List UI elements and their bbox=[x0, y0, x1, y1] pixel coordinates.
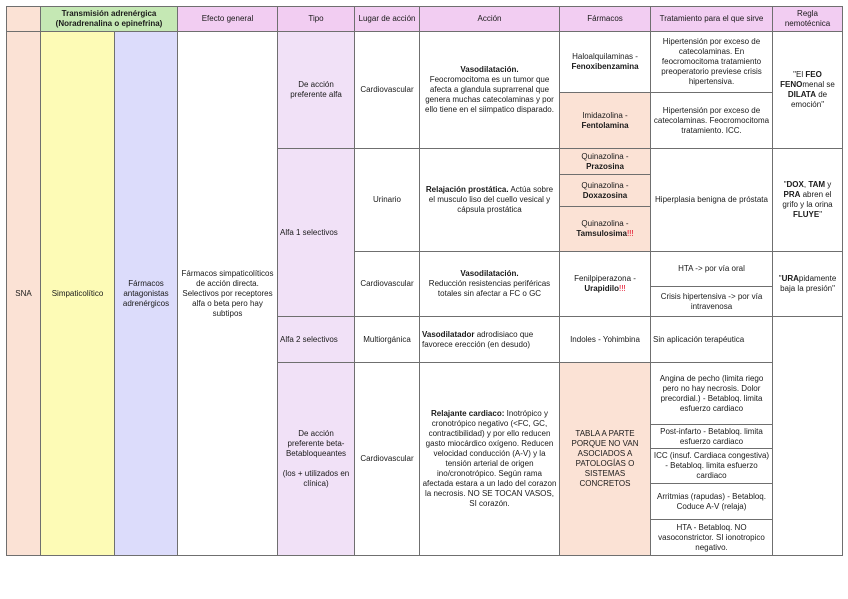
adrenergic-antagonists-table bbox=[6, 6, 843, 556]
lugar-cardio-3: Cardiovascular bbox=[355, 363, 420, 556]
pharmacology-table-sheet bbox=[6, 6, 843, 556]
tratamiento-hiperplasia: Hiperplasia benigna de próstata bbox=[651, 149, 773, 252]
lugar-urinario: Urinario bbox=[355, 149, 420, 252]
tipo-alfa1: Alfa 1 selectivos bbox=[278, 149, 355, 317]
accion-vasodilatacion-text: Feocromocitoma es un tumor que afecta a glandula suprarrenal que genera muchas catecolaminas y por ello tiene en el siimpatico disparado. bbox=[425, 75, 554, 114]
accion-vasodil2-bold: Vasodilatación. bbox=[460, 269, 519, 278]
accion-vasodilatacion bbox=[420, 32, 560, 149]
farmaco-doxazosina bbox=[560, 175, 651, 207]
farmaco-fenil-prefix: Fenilpiperazona - bbox=[574, 274, 636, 283]
regla-ura bbox=[773, 252, 843, 317]
farmaco-halo-prefix: Haloalquilaminas - bbox=[572, 52, 638, 61]
header-efecto-general: Efecto general bbox=[178, 7, 278, 32]
accion-prostatica-text: Actúa sobre el musculo liso del cuello vesical y cápsula prostática bbox=[428, 185, 554, 214]
accion-beta-bold: Relajante cardiaco: bbox=[431, 409, 505, 418]
tipo-beta bbox=[278, 363, 355, 556]
header-tratamiento: Tratamiento para el que sirve bbox=[651, 7, 773, 32]
farmaco-quin2-prefix: Quinazolina - bbox=[581, 180, 629, 190]
tipo-beta-text: De acción preferente beta-Betabloqueantes bbox=[285, 429, 347, 458]
regla-feo-c: menal se bbox=[802, 80, 835, 89]
regla-ura-c: pidamente baja la presión" bbox=[780, 274, 837, 293]
cell-efecto-general: Fármacos simpaticolíticos de acción directa. Selectivos por receptores alfa o beta pero hay subtipos bbox=[178, 32, 278, 556]
farmaco-urapidilo bbox=[560, 252, 651, 317]
cell-antagonistas: Fármacos antagonistas adrenérgicos bbox=[115, 32, 178, 556]
farmaco-halo-name: Fenoxibenzamina bbox=[571, 62, 639, 71]
accion-vasodilatacion-2 bbox=[420, 252, 560, 317]
regla-dox-g: abren el grifo y la orina bbox=[782, 190, 833, 209]
tratamiento-icc: ICC (insuf. Cardiaca congestiva) - Betabloq. limita esfuerzo cardiaco bbox=[651, 449, 773, 484]
farmaco-quin1-prefix: Quinazolina - bbox=[581, 151, 629, 161]
cell-sna: SNA bbox=[7, 32, 41, 556]
farmaco-fentolamina bbox=[560, 93, 651, 149]
regla-dox-e: y bbox=[825, 180, 832, 189]
regla-dox-c: , bbox=[803, 180, 809, 189]
farmaco-quin2-name: Doxazosina bbox=[582, 190, 628, 200]
regla-beta-empty bbox=[773, 317, 843, 556]
farmaco-quin1-name: Prazosina bbox=[586, 161, 624, 171]
regla-dox-i: " bbox=[819, 210, 823, 219]
farmaco-quin3-name: Tamsulosima bbox=[576, 229, 627, 238]
regla-feo-e: de emoción" bbox=[790, 90, 828, 109]
tratamiento-post-infarto: Post-infarto - Betabloq. limita esfuerzo cardiaco bbox=[651, 425, 773, 449]
farmaco-quin3-mark: !!! bbox=[626, 229, 634, 238]
regla-dox-h: FLUYE bbox=[792, 210, 820, 219]
regla-feo bbox=[773, 32, 843, 149]
tratamiento-sin: Sin aplicación terapéutica bbox=[651, 317, 773, 363]
farmaco-fenoxibenzamina bbox=[560, 32, 651, 93]
accion-vasodil2-text: Reducción resistencias periféricas totales sin afectar a FC o GC bbox=[428, 279, 551, 298]
tratamiento-arritmias: Arritmias (rapudas) - Betabloq. Coduce A-V (relaja) bbox=[651, 484, 773, 520]
cell-simpaticolitico: Simpaticolítico bbox=[41, 32, 115, 556]
farmaco-tabla: TABLA A PARTE PORQUE NO VAN ASOCIADOS A PATOLOGÍAS O SISTEMAS CONCRETOS bbox=[560, 363, 651, 556]
tipo-alfa2: Alfa 2 selectivos bbox=[278, 317, 355, 363]
tratamiento-hta-beta: HTA - Betabloq. NO vasoconstrictor. SI ionotropico negativo. bbox=[651, 520, 773, 556]
tratamiento-hta-oral: HTA -> por vía oral bbox=[651, 252, 773, 287]
regla-feo-d: DILATA bbox=[787, 90, 816, 99]
regla-dox-d: TAM bbox=[808, 180, 826, 189]
regla-dox-b: DOX bbox=[786, 180, 804, 189]
farmaco-tamsulosima bbox=[560, 207, 651, 252]
farmaco-prazosina bbox=[560, 149, 651, 175]
accion-multi-bold: Vasodilatador bbox=[422, 329, 475, 339]
header-sna-empty bbox=[7, 7, 41, 32]
lugar-cardio-1: Cardiovascular bbox=[355, 32, 420, 149]
farmaco-imid-prefix: Imidazolina - bbox=[582, 110, 628, 120]
accion-multi-text: adrodisiaco que favorece erección (en desudo) bbox=[422, 329, 534, 349]
farmaco-fenil-mark: !!! bbox=[619, 284, 626, 293]
tratamiento-angina: Angina de pecho (limita riego pero no hay necrosis. Dolor precordial.) - Betabloq. limita esfuerzo cardiaco bbox=[651, 363, 773, 425]
accion-prostatica bbox=[420, 149, 560, 252]
farmaco-yohimbina: Indoles - Yohimbina bbox=[560, 317, 651, 363]
header-accion: Acción bbox=[420, 7, 560, 32]
accion-multi bbox=[420, 317, 560, 363]
header-transmision: Transmisión adrenérgica (Noradrenalina o epinefrina) bbox=[41, 7, 178, 32]
regla-ura-b: URA bbox=[781, 274, 799, 283]
accion-prostatica-bold: Relajación prostática. bbox=[425, 185, 509, 194]
tipo-beta-note: (los + utilizados en clínica) bbox=[282, 469, 350, 488]
tratamiento-crisis-iv: Crisis hipertensiva -> por vía intravenosa bbox=[651, 287, 773, 317]
regla-dox-f: PRA bbox=[783, 190, 801, 199]
regla-dox-a: " bbox=[783, 180, 787, 189]
tratamiento-fento: Hipertensión por exceso de catecolaminas. Feocromocitoma tratamiento. ICC. bbox=[651, 93, 773, 149]
header-tipo: Tipo bbox=[278, 7, 355, 32]
header-farmacos: Fármacos bbox=[560, 7, 651, 32]
tipo-alfa: De acción preferente alfa bbox=[278, 32, 355, 149]
header-regla: Regla nemotécnica bbox=[773, 7, 843, 32]
regla-ura-a: " bbox=[778, 274, 782, 283]
lugar-multi: Multiorgánica bbox=[355, 317, 420, 363]
farmaco-quin3-prefix: Quinazolina - bbox=[581, 219, 629, 228]
tratamiento-feno: Hipertensión por exceso de catecolaminas. En feocromocitoma tratamiento preoperatorio previese crisis hipertensiva. bbox=[651, 32, 773, 93]
regla-feo-b: FEO FENO bbox=[780, 70, 822, 89]
accion-beta bbox=[420, 363, 560, 556]
farmaco-fenil-name: Urapidilo bbox=[584, 284, 619, 293]
regla-dox bbox=[773, 149, 843, 252]
accion-vasodilatacion-bold: Vasodilatación. bbox=[460, 65, 519, 74]
lugar-cardio-2: Cardiovascular bbox=[355, 252, 420, 317]
farmaco-imid-name: Fentolamina bbox=[581, 120, 629, 130]
accion-beta-text: Inotrópico y cronotrópico negativo (<FC, GC, contractibilidad) y por ello reducen gasto miocárdico oxígeno. Reducen velocidad conducción (A-V) y la tensión arterial de origen ino/cronotrópico. Según rama afectada estara a un lado del corazon la necrosis. NO SE TOCAN VASOS, SI corazón. bbox=[422, 409, 557, 508]
regla-feo-a: "El bbox=[793, 70, 806, 79]
header-lugar: Lugar de acción bbox=[355, 7, 420, 32]
